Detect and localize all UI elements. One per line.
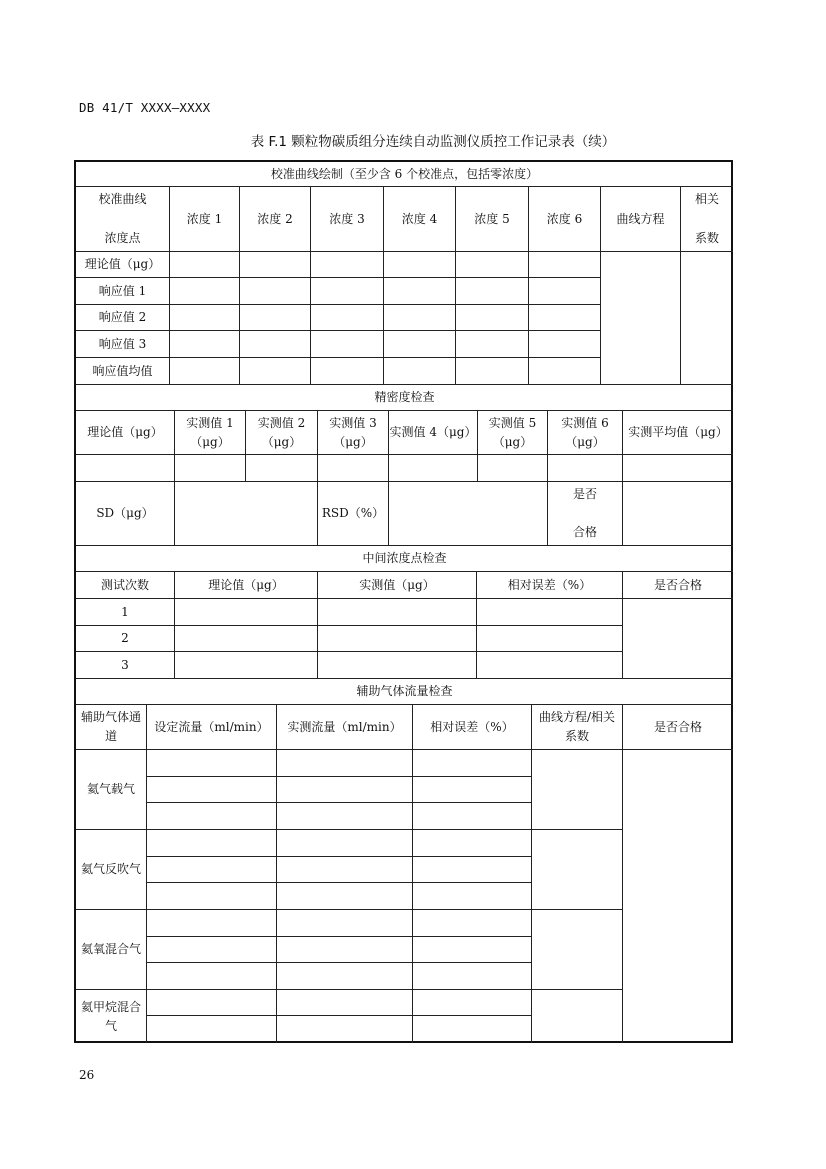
aux-flow-value-cell[interactable]	[147, 1016, 277, 1043]
aux-flow-value-cell[interactable]	[277, 883, 413, 910]
test-number-cell-text: 1	[121, 604, 129, 619]
correlation-coef-cell[interactable]	[681, 252, 733, 385]
calibration-value-cell[interactable]	[170, 278, 240, 305]
aux-flow-value-cell[interactable]	[413, 857, 532, 883]
aux-flow-value-cell[interactable]	[277, 750, 413, 777]
intermediate-section-title	[76, 546, 733, 572]
aux-equation-cell[interactable]	[532, 990, 623, 1043]
calibration-value-cell[interactable]	[170, 358, 240, 385]
measured-value-header-4-line-1: 实测值 4（μg）	[389, 425, 477, 440]
aux-flow-value-cell[interactable]	[277, 1016, 413, 1043]
aux-rel-error-header-text: 相对误差（%）	[430, 719, 514, 734]
precision-pass-cell[interactable]	[623, 482, 733, 546]
measured-value-header-2	[246, 411, 318, 455]
measured-value-header-5-line-1: 实测值 5	[488, 415, 537, 430]
calibration-corner-header-line-2: 浓度点	[104, 231, 141, 246]
calibration-row-label	[76, 278, 170, 305]
aux-flow-value-cell[interactable]	[413, 883, 532, 910]
precision-value-cell[interactable]	[389, 455, 478, 482]
aux-gas-section-title-text: 辅助气体流量检查	[356, 684, 453, 699]
concentration-header-2-text: 浓度 2	[257, 211, 293, 226]
correlation-coef-header	[681, 187, 733, 252]
calibration-value-cell[interactable]	[170, 331, 240, 358]
measured-flow-header-text: 实测流量（ml/min）	[287, 719, 402, 734]
concentration-header-5-text: 浓度 5	[474, 211, 510, 226]
aux-flow-value-cell[interactable]	[413, 963, 532, 990]
calibration-value-cell[interactable]	[529, 331, 601, 358]
concentration-header-4	[384, 187, 456, 252]
aux-flow-value-cell[interactable]	[147, 750, 277, 777]
aux-flow-value-cell[interactable]	[147, 910, 277, 937]
aux-flow-value-cell[interactable]	[413, 803, 532, 830]
concentration-header-4-text: 浓度 4	[401, 211, 438, 226]
intermediate-header-2	[175, 572, 318, 599]
calibration-section-title	[76, 162, 733, 187]
concentration-header-1	[170, 187, 240, 252]
calibration-corner-header	[76, 187, 170, 252]
measured-value-header-6-line-2: （μg）	[565, 434, 605, 449]
gas-channel-label	[76, 830, 147, 910]
calibration-value-cell[interactable]	[240, 358, 311, 385]
intermediate-value-cell[interactable]	[477, 652, 623, 679]
measured-value-header-1-line-2: （μg）	[190, 434, 230, 449]
correlation-coef-header-line-1: 相关	[694, 192, 719, 206]
calibration-value-cell[interactable]	[311, 331, 384, 358]
measured-value-header-3	[318, 411, 389, 455]
intermediate-value-cell[interactable]	[477, 626, 623, 652]
calibration-value-cell[interactable]	[384, 278, 456, 305]
curve-equation-header-text: 曲线方程	[616, 211, 665, 226]
qc-record-table	[74, 160, 733, 1043]
calibration-value-cell[interactable]	[240, 252, 311, 278]
intermediate-pass-cell[interactable]	[623, 599, 733, 679]
aux-flow-value-cell[interactable]	[277, 963, 413, 990]
precision-section-title-text: 精密度检查	[374, 390, 435, 405]
aux-rel-error-header	[413, 705, 532, 750]
gas-channel-label-line-1: 氦甲烷混合	[80, 999, 141, 1014]
calibration-value-cell[interactable]	[456, 331, 529, 358]
calibration-value-cell[interactable]	[529, 305, 601, 331]
precision-average-header-text: 实测平均值（μg）	[628, 425, 728, 440]
aux-flow-value-cell[interactable]	[277, 803, 413, 830]
sd-value-cell[interactable]	[175, 482, 318, 546]
aux-flow-value-cell[interactable]	[413, 777, 532, 803]
set-flow-header	[147, 705, 277, 750]
precision-average-header	[623, 411, 733, 455]
aux-flow-value-cell[interactable]	[147, 963, 277, 990]
aux-flow-value-cell[interactable]	[413, 937, 532, 963]
aux-equation-cell[interactable]	[532, 750, 623, 830]
set-flow-header-text: 设定流量（ml/min）	[154, 719, 269, 734]
intermediate-header-4	[477, 572, 623, 599]
calibration-value-cell[interactable]	[311, 358, 384, 385]
precision-value-cell[interactable]	[478, 455, 548, 482]
test-number-cell	[76, 626, 175, 652]
aux-flow-value-cell[interactable]	[413, 750, 532, 777]
aux-flow-value-cell[interactable]	[147, 937, 277, 963]
test-number-cell	[76, 599, 175, 626]
gas-channel-label	[76, 990, 147, 1043]
aux-equation-cell[interactable]	[532, 910, 623, 990]
aux-flow-value-cell[interactable]	[147, 857, 277, 883]
curve-equation-header	[601, 187, 681, 252]
measured-value-header-2-line-2: （μg）	[261, 434, 302, 449]
calibration-row-label-text: 响应值 2	[98, 310, 147, 325]
calibration-value-cell[interactable]	[311, 278, 384, 305]
aux-channel-header-line-2: 道	[104, 729, 117, 743]
intermediate-value-cell[interactable]	[318, 599, 477, 626]
precision-pass-label-line-1: 是否	[572, 487, 597, 501]
intermediate-header-4-text: 相对误差（%）	[507, 577, 592, 592]
precision-value-cell[interactable]	[623, 455, 733, 482]
gas-channel-label-line-2: 气	[104, 1018, 117, 1033]
correlation-coef-header-line-2: 系数	[694, 231, 719, 246]
calibration-value-cell[interactable]	[456, 305, 529, 331]
calibration-value-cell[interactable]	[311, 305, 384, 331]
rsd-label-text: RSD（%）	[321, 506, 385, 521]
intermediate-value-cell[interactable]	[318, 652, 477, 679]
aux-flow-value-cell[interactable]	[277, 857, 413, 883]
intermediate-header-3	[318, 572, 477, 599]
intermediate-header-5	[623, 572, 733, 599]
aux-flow-value-cell[interactable]	[277, 990, 413, 1016]
intermediate-value-cell[interactable]	[175, 626, 318, 652]
sd-label-text: SD（μg）	[96, 506, 154, 521]
precision-value-cell[interactable]	[318, 455, 389, 482]
calibration-corner-header-line-1: 校准曲线	[98, 192, 147, 206]
rsd-value-cell[interactable]	[389, 482, 548, 546]
document-code: DB 41/T XXXX—XXXX	[79, 100, 211, 115]
calibration-value-cell[interactable]	[529, 252, 601, 278]
calibration-row-label-text: 响应值 1	[98, 283, 147, 298]
intermediate-header-5-text: 是否合格	[653, 577, 702, 592]
aux-flow-value-cell[interactable]	[147, 883, 277, 910]
aux-flow-value-cell[interactable]	[147, 830, 277, 857]
calibration-row-label	[76, 252, 170, 278]
aux-flow-value-cell[interactable]	[413, 1016, 532, 1043]
aux-channel-header	[76, 705, 147, 750]
precision-theory-header	[76, 411, 175, 455]
aux-pass-header	[623, 705, 733, 750]
calibration-value-cell[interactable]	[170, 252, 240, 278]
calibration-value-cell[interactable]	[170, 305, 240, 331]
calibration-value-cell[interactable]	[384, 252, 456, 278]
precision-pass-label	[548, 482, 623, 546]
calibration-row-label	[76, 305, 170, 331]
measured-value-header-5	[478, 411, 548, 455]
aux-flow-value-cell[interactable]	[277, 937, 413, 963]
aux-flow-value-cell[interactable]	[413, 990, 532, 1016]
concentration-header-6	[529, 187, 601, 252]
test-number-cell-text: 2	[121, 631, 129, 646]
aux-equation-header-line-2: 系数	[564, 729, 589, 743]
aux-flow-value-cell[interactable]	[147, 990, 277, 1016]
concentration-header-6-text: 浓度 6	[546, 211, 583, 226]
calibration-row-label	[76, 358, 170, 385]
precision-value-cell[interactable]	[175, 455, 246, 482]
precision-value-cell[interactable]	[76, 455, 175, 482]
precision-pass-label-line-2: 合格	[572, 525, 597, 540]
aux-equation-cell[interactable]	[532, 830, 623, 910]
intermediate-header-1	[76, 572, 175, 599]
aux-flow-value-cell[interactable]	[147, 777, 277, 803]
aux-flow-value-cell[interactable]	[413, 830, 532, 857]
measured-value-header-3-line-2: （μg）	[333, 434, 373, 449]
calibration-row-label-text: 理论值（μg）	[84, 257, 161, 272]
calibration-value-cell[interactable]	[456, 252, 529, 278]
calibration-row-label	[76, 331, 170, 358]
aux-pass-header-text: 是否合格	[653, 719, 702, 734]
concentration-header-2	[240, 187, 311, 252]
calibration-value-cell[interactable]	[456, 278, 529, 305]
precision-value-cell[interactable]	[548, 455, 623, 482]
calibration-row-label-text: 响应值均值	[92, 363, 153, 378]
calibration-value-cell[interactable]	[529, 358, 601, 385]
aux-flow-value-cell[interactable]	[277, 830, 413, 857]
aux-flow-value-cell[interactable]	[277, 777, 413, 803]
curve-equation-cell[interactable]	[601, 252, 681, 385]
aux-equation-header	[532, 705, 623, 750]
gas-channel-label-line-1: 氦氧混合气	[80, 942, 141, 957]
concentration-header-5	[456, 187, 529, 252]
gas-channel-label	[76, 750, 147, 830]
calibration-value-cell[interactable]	[311, 252, 384, 278]
measured-value-header-1	[175, 411, 246, 455]
intermediate-section-title-text: 中间浓度点检查	[362, 551, 447, 566]
measured-value-header-6	[548, 411, 623, 455]
intermediate-header-1-text: 测试次数	[100, 577, 149, 592]
calibration-value-cell[interactable]	[456, 358, 529, 385]
table-title: 表 F.1 颗粒物碳质组分连续自动监测仪质控工作记录表（续）	[250, 134, 616, 150]
test-number-cell-text: 3	[121, 657, 129, 672]
calibration-value-cell[interactable]	[240, 305, 311, 331]
concentration-header-1-text: 浓度 1	[186, 211, 223, 226]
measured-value-header-6-line-1: 实测值 6	[561, 415, 609, 430]
calibration-value-cell[interactable]	[384, 305, 456, 331]
calibration-value-cell[interactable]	[529, 278, 601, 305]
aux-flow-value-cell[interactable]	[147, 803, 277, 830]
gas-channel-label	[76, 910, 147, 990]
intermediate-header-3-text: 实测值（μg）	[359, 577, 435, 592]
calibration-value-cell[interactable]	[240, 331, 311, 358]
measured-value-header-3-line-1: 实测值 3	[329, 415, 377, 430]
test-number-cell	[76, 652, 175, 679]
calibration-value-cell[interactable]	[240, 278, 311, 305]
intermediate-value-cell[interactable]	[175, 652, 318, 679]
precision-section-title	[76, 385, 733, 411]
aux-pass-cell[interactable]	[623, 750, 733, 1043]
measured-value-header-2-line-1: 实测值 2	[257, 415, 306, 430]
concentration-header-3-text: 浓度 3	[329, 211, 365, 226]
aux-flow-value-cell[interactable]	[277, 910, 413, 937]
calibration-section-title-text: 校准曲线绘制（至少含 6 个校准点，包括零浓度）	[270, 166, 539, 181]
aux-equation-header-line-1: 曲线方程/相关	[538, 710, 616, 725]
intermediate-header-2-text: 理论值（μg）	[208, 577, 284, 592]
sd-label	[76, 482, 175, 546]
measured-value-header-1-line-1: 实测值 1	[186, 415, 234, 430]
page-number: 26	[79, 1068, 95, 1082]
rsd-label	[318, 482, 389, 546]
intermediate-value-cell[interactable]	[318, 626, 477, 652]
aux-channel-header-line-1: 辅助气体通	[80, 710, 141, 725]
calibration-value-cell[interactable]	[384, 331, 456, 358]
intermediate-value-cell[interactable]	[175, 599, 318, 626]
precision-theory-header-text: 理论值（μg）	[87, 425, 163, 440]
measured-value-header-5-line-2: （μg）	[492, 434, 533, 449]
aux-flow-value-cell[interactable]	[413, 910, 532, 937]
intermediate-value-cell[interactable]	[477, 599, 623, 626]
gas-channel-label-line-1: 氦气反吹气	[80, 862, 141, 877]
measured-value-header-4	[389, 411, 478, 455]
measured-flow-header	[277, 705, 413, 750]
precision-value-cell[interactable]	[246, 455, 318, 482]
calibration-value-cell[interactable]	[384, 358, 456, 385]
aux-gas-section-title	[76, 679, 733, 705]
concentration-header-3	[311, 187, 384, 252]
gas-channel-label-line-1: 氦气载气	[86, 782, 135, 797]
calibration-row-label-text: 响应值 3	[98, 336, 147, 351]
